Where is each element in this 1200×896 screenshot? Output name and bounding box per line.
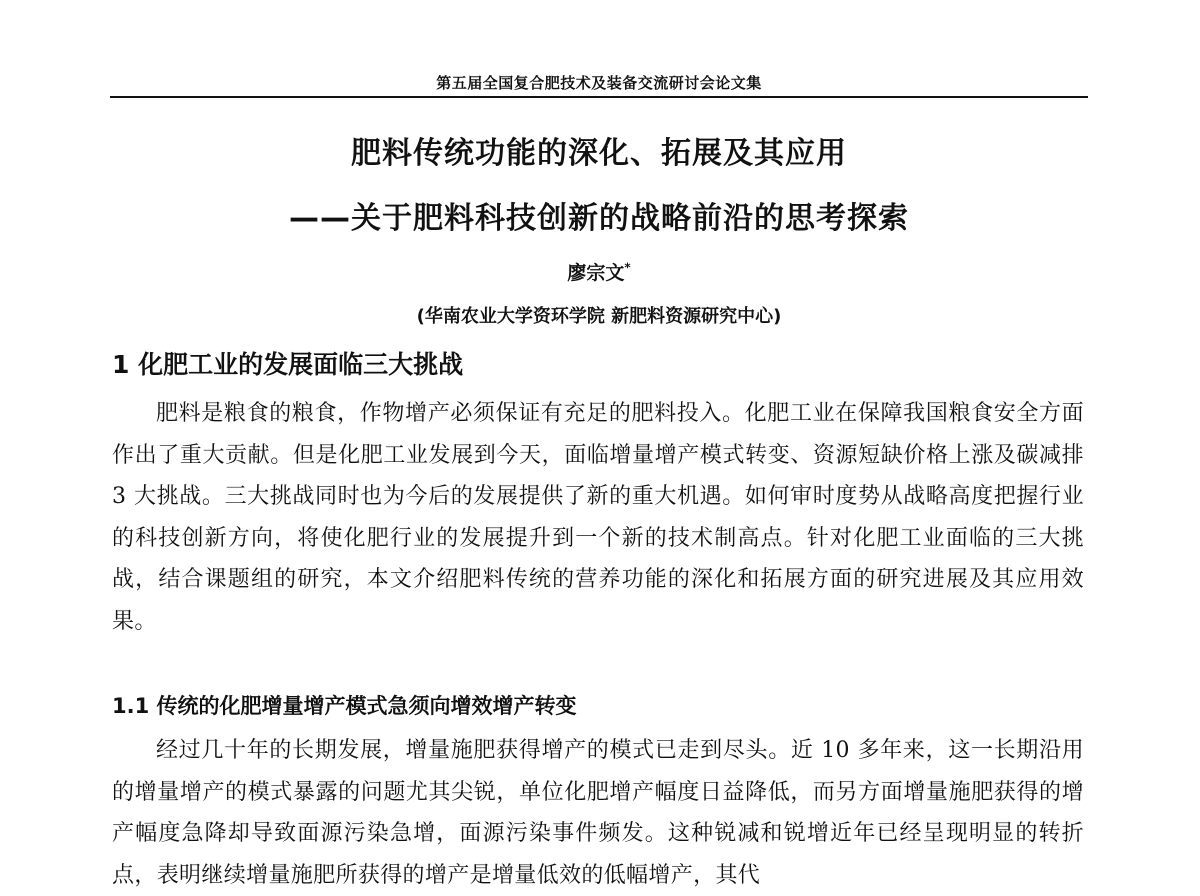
section-heading-1-1: 1.1 传统的化肥增量增产模式急须向增效增产转变 <box>112 694 577 718</box>
running-header: 第五届全国复合肥技术及装备交流研讨会论文集 <box>436 74 762 92</box>
author-name: 廖宗文 <box>567 262 625 284</box>
section-1-paragraph: 肥料是粮食的粮食，作物增产必须保证有充足的肥料投入。化肥工业在保障我国粮食安全方面作出了重大贡献。但是化肥工业发展到今天，面临增量增产模式转变、资源短缺价格上涨及碳减排 3 大挑战。三大挑战同时也为今后的发展提供了新的重大机遇。如何审时度势从战略高度把握行业的科技创新方向，将使化肥行业的发展提升到一个新的技术制高点。针对化肥工业面临的三大挑战，结合课题组的研究，本文介绍肥料传统的营养功能的深化和拓展方面的研究进展及其应用效果。 <box>112 401 1084 634</box>
author <box>110 258 1088 285</box>
author-footnote-mark: * <box>624 260 631 275</box>
header-rule <box>110 96 1088 98</box>
paper-title: 肥料传统功能的深化、拓展及其应用 <box>351 136 847 171</box>
section-heading-1: 1 化肥工业的发展面临三大挑战 <box>112 350 464 379</box>
section-1-1-paragraph: 经过几十年的长期发展，增量施肥获得增产的模式已走到尽头。近 10 多年来，这一长期沿用的增量增产的模式暴露的问题尤其尖锐，单位化肥增产幅度日益降低，而另方面增量施肥获得的增产幅度急降却导致面源污染急增，面源污染事件频发。这种锐减和锐增近年已经呈现明显的转折点，表明继续增量施肥所获得的增产是增量低效的低幅增产，其代 <box>112 738 1084 888</box>
paper-subtitle: ——关于肥料科技创新的战略前沿的思考探索 <box>289 201 909 236</box>
affiliation: (华南农业大学资环学院 新肥料资源研究中心) <box>416 306 782 327</box>
